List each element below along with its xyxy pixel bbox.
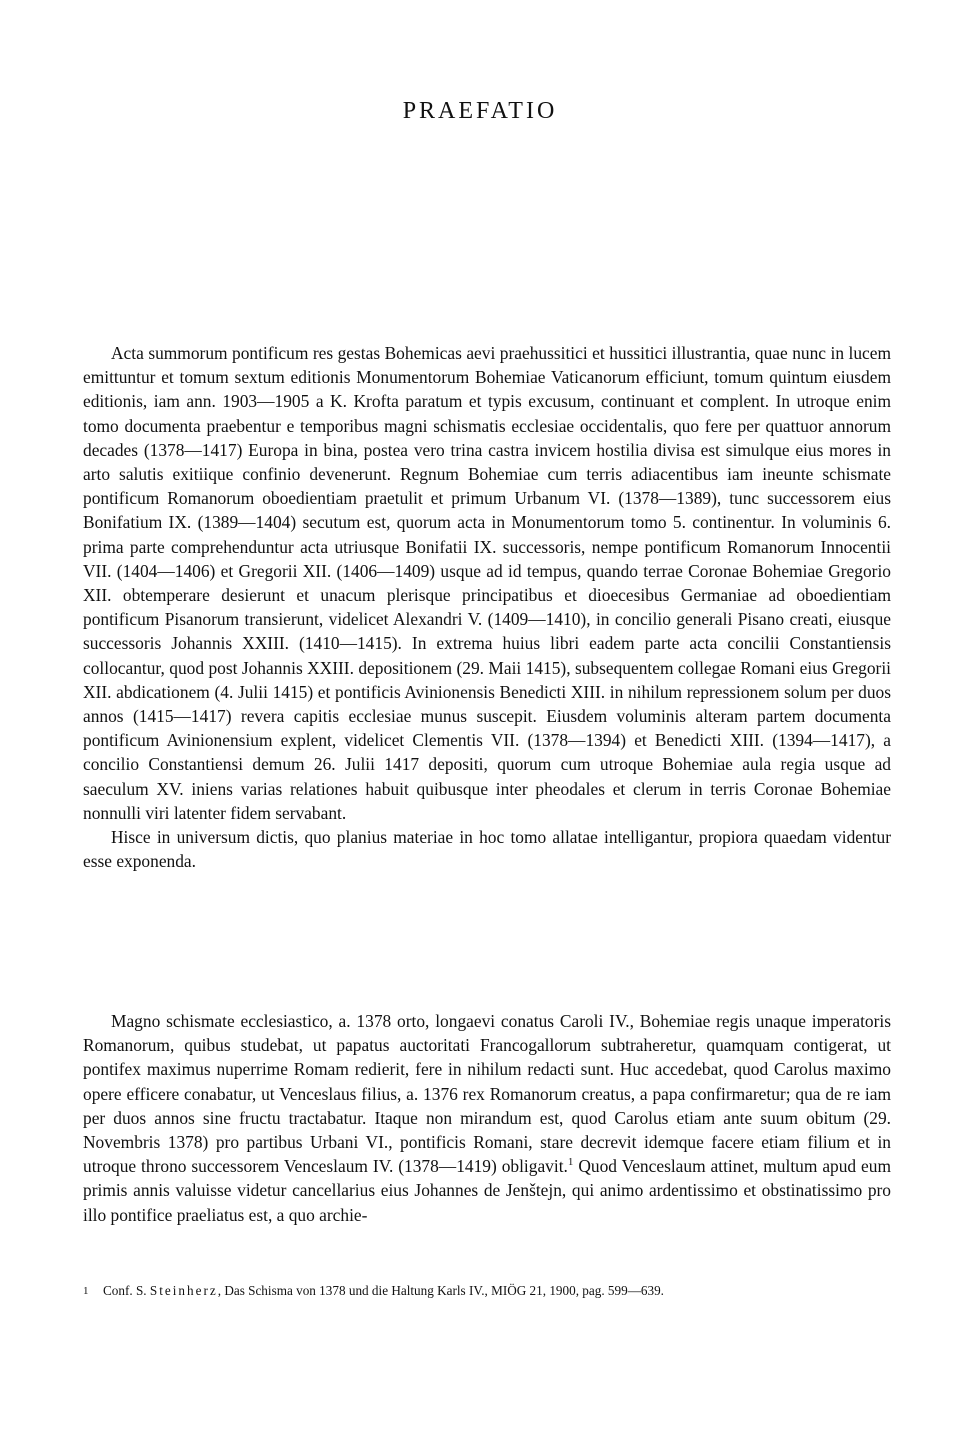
page-title: PRAEFATIO [402, 98, 558, 124]
paragraph-3-continuation: Quod Venceslaum attinet, multum apud eum primis annis valuisse videtur cancellarius eius Johannes de Jenštejn, qui animo ardentissimo et obstinatissimo pro illo pontifice praeliatus est, a quo archie- [83, 1156, 891, 1225]
preface-section [83, 341, 891, 873]
paragraph-3 [83, 1009, 891, 1227]
paragraph-1: Acta summorum pontificum res gestas Bohemicas aevi praehussitici et hussitici illustrantia, quae nunc in lucem emittuntur et tomum sextum editionis Monumentorum Bohemiae Vaticanorum efficiunt, tomum quintum eiusdem editionis, iam ann. 1903—1905 a K. Krofta paratum et typis excusum, continuant et complent. In utroque enim tomo documenta praebentur e temporibus magni schismatis ecclesiae occidentalis, quo fere per quattuor annorum decades (1378—1417) Europa in bina, postea vero trina castra invicem hostilia divisa est simulque eius mores in arto salutis exitiique confinio devenerunt. Regnum Bohemiae cum terris adiacentibus iam ineunte schismate pontificum Romanorum oboedientiam praetulit et primum Urbanum VI. (1378—1389), tunc successorem eius Bonifatium IX. (1389—1404) secutum est, quorum acta in Monumentorum tomo 5. continentur. In voluminis 6. prima parte comprehenduntur acta utriusque Bonifatii IX. successoris, nempe pontificum Romanorum Innocentii VII. (1404—1406) et Gregorii XII. (1406—1409) usque ad id tempus, quando terrae Coronae Bohemiae Gregorio XII. obtemperare desierunt et unacum plerisque principatibus et dioecesibus Germaniae ad oboedientiam pontificum Pisanorum transierunt, videlicet Alexandri V. (1409—1410), in concilio generali Pisano creati, eiusque successoris Johannis XXIII. (1410—1415). In extrema huius libri eadem parte acta concilii Constantiensis collocantur, quod post Johannis XXIII. depositionem (29. Maii 1415), subsequentem collegae Romani eius Gregorii XII. abdicationem (4. Julii 1415) et pontificis Avinionensis Benedicti XIII. in nihilum repressionem solum per duos annos (1415—1417) revera capitis ecclesiae munus suscepit. Eiusdem voluminis alteram partem documenta pontificum Avinionensium explent, videlicet Clementis VII. (1378—1394) et Benedicti XIII. (1394—1417), a concilio Constantiensi demum 26. Julii 1417 depositi, quorum cum utroque Bohemiae aula regia usque ad saeculum XV. iniens varias relationes habuit quibusque inter pheodales et clerum in terris Coronae Bohemiae nonnulli viri latenter fidem servabant. [83, 343, 891, 823]
schism-section [83, 1009, 891, 1227]
footnote-author: Steinherz [149, 1283, 218, 1298]
footnote-prefix: Conf. S. [103, 1283, 150, 1298]
paragraph-2: Hisce in universum dictis, quo planius materiae in hoc tomo allatae intelligantur, propiora quaedam videntur esse exponenda. [83, 827, 891, 872]
footnote [83, 1282, 891, 1300]
paragraph-3-text: Magno schismate ecclesiastico, a. 1378 orto, longaevi conatus Caroli IV., Bohemiae regis unaque imperatoris Romanorum, quibus studebat, ut papatus auctoritati Francogallorum subtraheretur, quamquam contigerat, ut pontifex maximus nuperrime Romam redierit, fere in nihilum redacti sunt. Huc accedebat, quod Carolus maximo opere efficere conabatur, ut Venceslaus filius, a. 1376 rex Romanorum creatus, a papa confirmaretur; qua de re iam per duos annos sine fructu tractabatur. Itaque non mirandum est, quod Carolus etiam ante suum obitum (29. Novembris 1378) pro partibus Urbani VI., pontificis Romani, stare decrevit idemque facere etiam filium et in utroque throno successorem Venceslaum IV. (1378—1419) obligavit. [83, 1011, 891, 1177]
footnote-citation: , Das Schisma von 1378 und die Haltung Karls IV., MIÖG 21, 1900, pag. 599—639. [217, 1283, 664, 1298]
footnote-reference: 1 [567, 1156, 574, 1169]
footnote-marker: 1 [83, 1285, 89, 1297]
